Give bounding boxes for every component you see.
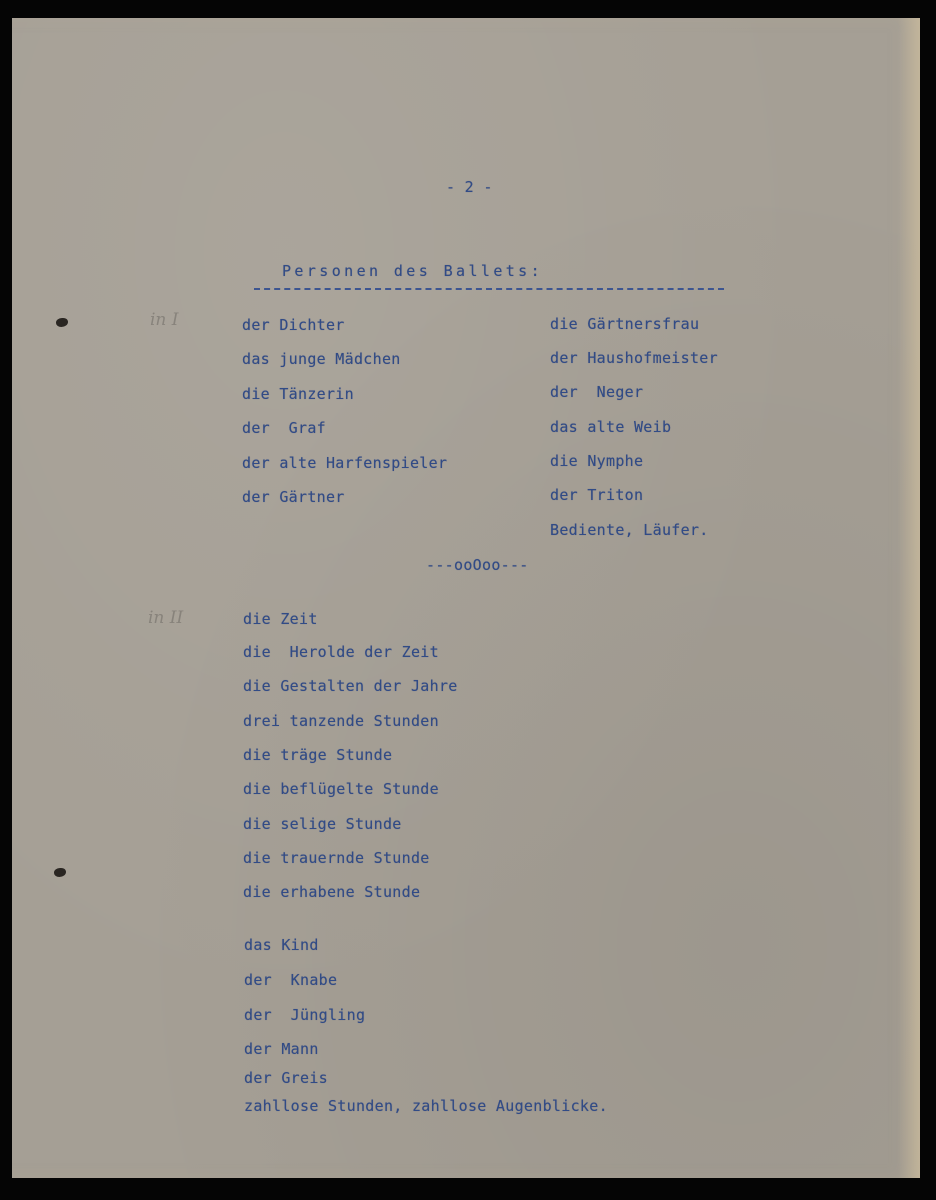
right-cast-item: der Neger <box>550 383 644 401</box>
right-cast-item: Bediente, Läufer. <box>550 521 709 539</box>
hours-list-item: die selige Stunde <box>243 815 402 833</box>
ages-list-item: der Knabe <box>244 971 338 989</box>
left-cast-item: der Gärtner <box>242 488 345 506</box>
left-cast-item: der alte Harfenspieler <box>242 454 448 472</box>
page-heading: Personen des Ballets: <box>282 262 544 280</box>
punch-hole-bottom <box>54 868 66 877</box>
right-cast-item: das alte Weib <box>550 418 672 436</box>
pencil-annotation-act-two: in II <box>148 608 184 628</box>
hours-list-item: die beflügelte Stunde <box>243 780 439 798</box>
left-cast-item: die Tänzerin <box>242 385 354 403</box>
hours-list-item: die Zeit <box>243 610 318 628</box>
left-cast-item: das junge Mädchen <box>242 350 401 368</box>
hours-list-item: die träge Stunde <box>243 746 393 764</box>
left-cast-item: der Graf <box>242 419 326 437</box>
ages-list-item: der Greis <box>244 1069 328 1087</box>
right-cast-item: die Nymphe <box>550 452 644 470</box>
ages-list-item: der Jüngling <box>244 1006 366 1024</box>
section-separator: ---ooOoo--- <box>426 556 529 574</box>
right-cast-item: der Triton <box>550 486 644 504</box>
hours-list-item: die erhabene Stunde <box>243 883 421 901</box>
hours-list-item: die trauernde Stunde <box>243 849 430 867</box>
hours-list-item: drei tanzende Stunden <box>243 712 439 730</box>
document-page <box>12 18 920 1178</box>
hours-list-item: die Herolde der Zeit <box>243 643 439 661</box>
left-cast-item: der Dichter <box>242 316 345 334</box>
heading-underline <box>254 288 724 290</box>
hours-list-item: die Gestalten der Jahre <box>243 677 458 695</box>
paper-edge-stain <box>898 18 920 1178</box>
page-number: - 2 - <box>446 178 493 196</box>
punch-hole-top <box>56 318 68 327</box>
ages-list-item: der Mann <box>244 1040 319 1058</box>
right-cast-item: der Haushofmeister <box>550 349 718 367</box>
pencil-annotation-act-one: in I <box>150 310 179 330</box>
right-cast-item: die Gärtnersfrau <box>550 315 700 333</box>
ages-list-item: zahllose Stunden, zahllose Augenblicke. <box>244 1097 608 1115</box>
ages-list-item: das Kind <box>244 936 319 954</box>
